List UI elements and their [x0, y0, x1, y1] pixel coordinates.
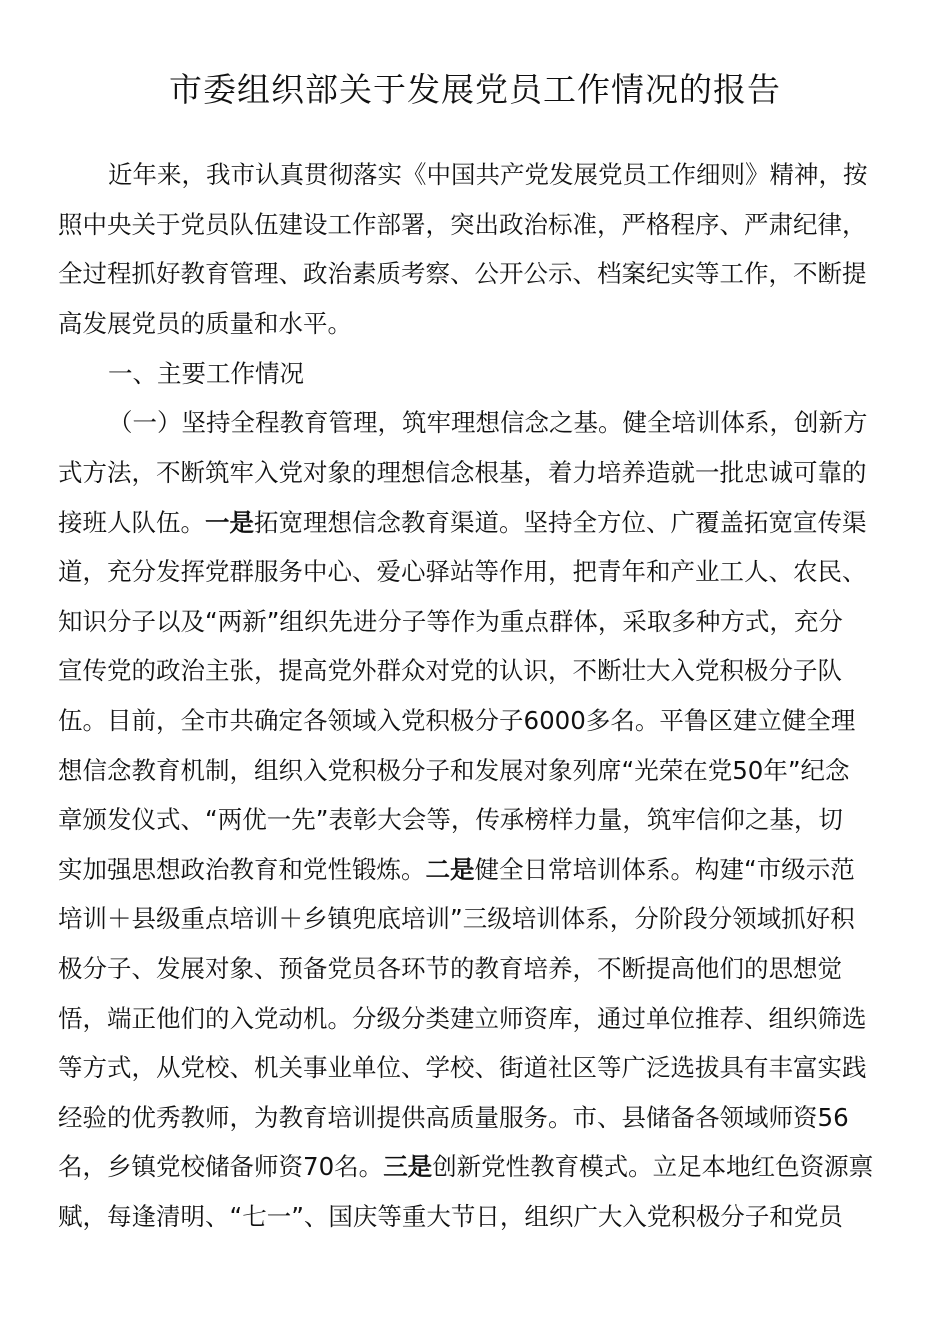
section-heading [108, 354, 304, 404]
text-run: 伍。目前，全市共确定各领域入党积极分子6000多名。平鲁区建立健全理 [58, 706, 856, 735]
bold-marker: 二是 [425, 855, 475, 884]
paragraph-line [58, 800, 843, 850]
paragraph-line [108, 155, 868, 205]
text-run: 经验的优秀教师，为教育培训提供高质量服务。市、县储备各领域师资56 [58, 1103, 849, 1132]
paragraph-line [58, 503, 867, 553]
paragraph-line [58, 453, 867, 503]
paragraph-line [58, 1048, 867, 1098]
text-run: 接班人队伍。 [58, 508, 205, 537]
text-run: 知识分子以及“两新”组织先进分子等作为重点群体，采取多种方式，充分 [58, 607, 843, 636]
paragraph-line [58, 850, 855, 900]
text-run: 创新党性教育模式。立足本地红色资源禀 [432, 1152, 874, 1181]
text-run: 道，充分发挥党群服务中心、爱心驿站等作用，把青年和产业工人、农民、 [58, 557, 867, 586]
paragraph-line [58, 701, 855, 751]
bold-marker: 一是 [205, 508, 254, 537]
paragraph-line [58, 1147, 873, 1197]
paragraph-line [58, 254, 867, 304]
text-run: 想信念教育机制，组织入党积极分子和发展对象列席“光荣在党50年”纪念 [58, 756, 850, 785]
text-run: 培训＋县级重点培训＋乡镇兜底培训”三级培训体系，分阶段分领域抓好积 [58, 904, 855, 933]
paragraph-line [58, 304, 352, 354]
text-run: 高发展党员的质量和水平。 [58, 309, 352, 338]
text-run: 名，乡镇党校储备师资70名。 [58, 1152, 384, 1181]
text-run: 实加强思想政治教育和党性锻炼。 [58, 855, 426, 884]
text-run: 近年来，我市认真贯彻落实《中国共产党发展党员工作细则》精神，按 [108, 160, 868, 189]
paragraph-line [58, 1197, 843, 1247]
text-run: 全过程抓好教育管理、政治素质考察、公开公示、档案纪实等工作，不断提 [58, 259, 867, 288]
paragraph-line [58, 651, 842, 701]
paragraph-line [58, 552, 867, 602]
text-run: 拓宽理想信念教育渠道。坚持全方位、广覆盖拓宽宣传渠 [254, 508, 867, 537]
text-run: 宣传党的政治主张，提高党外群众对党的认识，不断壮大入党积极分子队 [58, 656, 842, 685]
text-run: 一、主要工作情况 [108, 359, 304, 388]
text-run: 赋，每逢清明、“七一”、国庆等重大节日，组织广大入党积极分子和党员 [58, 1202, 843, 1231]
document-title: 市委组织部关于发展党员工作情况的报告 [169, 70, 781, 109]
text-run: 式方法，不断筑牢入党对象的理想信念根基，着力培养造就一批忠诚可靠的 [58, 458, 867, 487]
text-run: 极分子、发展对象、预备党员各环节的教育培养，不断提高他们的思想觉 [58, 954, 842, 983]
paragraph-line [58, 899, 855, 949]
text-run: 等方式，从党校、机关事业单位、学校、街道社区等广泛选拔具有丰富实践 [58, 1053, 867, 1082]
paragraph-line [58, 751, 850, 801]
text-run: 健全日常培训体系。构建“市级示范 [474, 855, 855, 884]
paragraph-line [58, 602, 843, 652]
text-run: 悟，端正他们的入党动机。分级分类建立师资库，通过单位推荐、组织筛选 [58, 1004, 867, 1033]
text-run: （一）坚持全程教育管理，筑牢理想信念之基。健全培训体系，创新方 [108, 408, 868, 437]
bold-marker: 三是 [383, 1152, 433, 1181]
paragraph-line [58, 999, 867, 1049]
paragraph-line [58, 205, 867, 255]
paragraph-line [108, 403, 868, 453]
paragraph-line [58, 949, 842, 999]
text-run: 章颁发仪式、“两优一先”表彰大会等，传承榜样力量，筑牢信仰之基，切 [58, 805, 843, 834]
paragraph-line [58, 1098, 849, 1148]
text-run: 照中央关于党员队伍建设工作部署，突出政治标准，严格程序、严肃纪律， [58, 210, 867, 239]
